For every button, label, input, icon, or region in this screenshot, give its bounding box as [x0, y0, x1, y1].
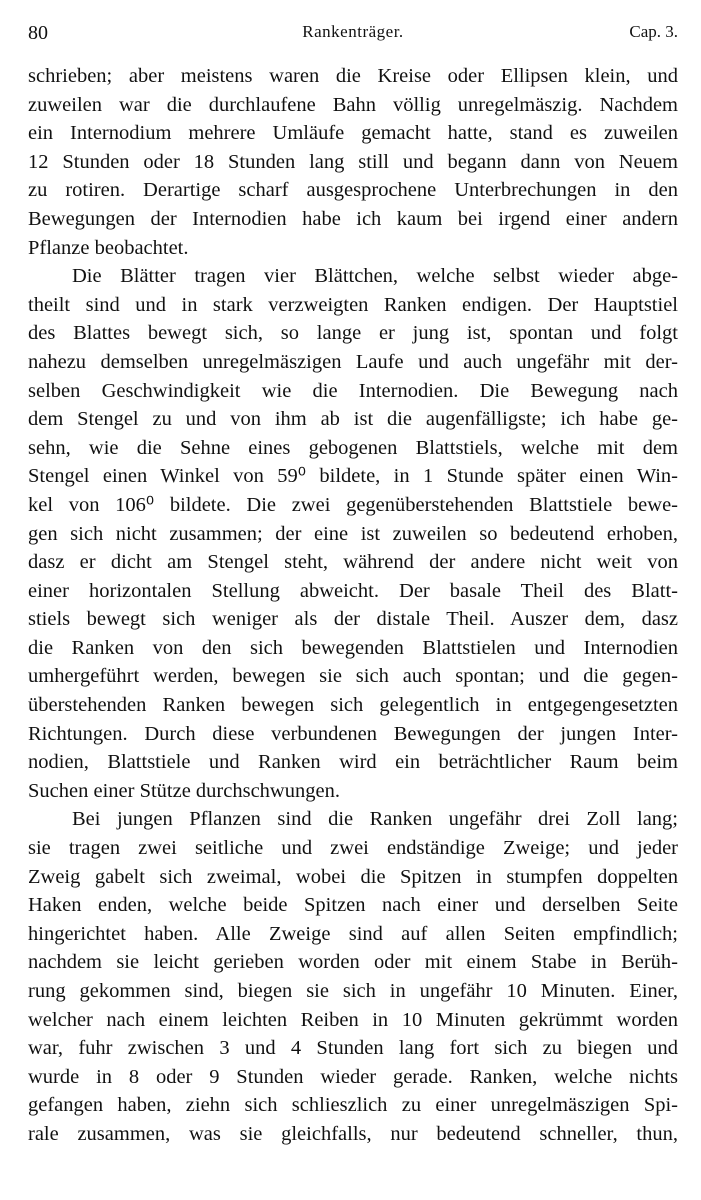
text-line: gefangen haben, ziehn sich schlieszlich zu einer unregelmäszigen Spi- — [28, 1094, 678, 1117]
text-line: nachdem sie leicht gerieben worden oder mit einem Stabe in Berüh- — [28, 951, 678, 974]
text-line: einer horizontalen Stellung abweicht. Der basale Theil des Blatt- — [28, 579, 678, 602]
text-line: sie tragen zwei seitliche und zwei endständige Zweige; und jeder — [28, 837, 678, 860]
body-text — [28, 62, 678, 1149]
book-page — [28, 0, 678, 1145]
text-line: Bei jungen Pflanzen sind die Ranken ungefähr drei Zoll lang; — [72, 808, 678, 831]
text-line: welcher nach einem leichten Reiben in 10 Minuten gekrümmt worden — [28, 1008, 678, 1031]
text-line: überstehenden Ranken bewegen sich gelegentlich in entgegengesetzten — [28, 694, 678, 717]
text-line: sehn, wie die Sehne eines gebogenen Blattstiels, welche mit dem — [28, 436, 678, 459]
text-line: zuweilen war die durchlaufene Bahn völlig unregelmäszig. Nachdem — [28, 93, 678, 116]
text-line: schrieben; aber meistens waren die Kreise oder Ellipsen klein, und — [28, 65, 678, 87]
text-line: 12 Stunden oder 18 Stunden lang still und begann dann von Neuem — [28, 150, 678, 173]
text-line: des Blattes bewegt sich, so lange er jung ist, spontan und folgt — [28, 322, 678, 345]
text-line: Richtungen. Durch diese verbundenen Bewegungen der jungen Inter- — [28, 722, 678, 745]
text-line: wurde in 8 oder 9 Stunden wieder gerade. Ranken, welche nichts — [28, 1065, 678, 1088]
text-line: nodien, Blattstiele und Ranken wird ein beträchtlicher Raum beim — [28, 751, 678, 774]
text-line: dasz er dicht am Stengel steht, während der andere nicht weit von — [28, 551, 678, 574]
text-line: Die Blätter tragen vier Blättchen, welche selbst wieder abge- — [72, 265, 678, 288]
text-line: rale zusammen, was sie gleichfalls, nur bedeutend schneller, thun, — [28, 1122, 678, 1145]
paragraph-1 — [28, 62, 678, 262]
text-line: Suchen einer Stütze durchschwungen. — [28, 779, 340, 802]
text-line: gen sich nicht zusammen; der eine ist zuweilen so bedeutend erhoben, — [28, 522, 678, 545]
text-line: umhergeführt werden, bewegen sie sich auch spontan; und die gegen- — [28, 665, 678, 688]
text-line: nahezu demselben unregelmäszigen Laufe und auch ungefähr mit der- — [28, 350, 678, 373]
text-line: war, fuhr zwischen 3 und 4 Stunden lang fort sich zu biegen und — [28, 1037, 678, 1060]
text-line: Stengel einen Winkel von 59⁰ bildete, in 1 Stunde später einen Win- — [28, 465, 678, 488]
text-line: theilt sind und in stark verzweigten Ranken endigen. Der Hauptstiel — [28, 293, 678, 316]
text-line: zu rotiren. Derartige scharf ausgesprochene Unterbrechungen in den — [28, 179, 678, 202]
chapter-label: Cap. 3. — [629, 22, 678, 41]
page-number: 80 — [28, 22, 48, 44]
paragraph-3 — [28, 805, 678, 1148]
text-line: ein Internodium mehrere Umläufe gemacht hatte, stand es zuweilen — [28, 122, 678, 145]
text-line: Bewegungen der Internodien habe ich kaum bei irgend einer andern — [28, 207, 678, 230]
text-line: rung gekommen sind, biegen sie sich in ungefähr 10 Minuten. Einer, — [28, 980, 678, 1002]
text-line: Haken enden, welche beide Spitzen nach einer und derselben Seite — [28, 894, 678, 917]
text-line: stiels bewegt sich weniger als der distale Theil. Auszer dem, dasz — [28, 608, 678, 631]
text-line: selben Geschwindigkeit wie die Internodien. Die Bewegung nach — [28, 379, 678, 402]
text-line: Zweig gabelt sich zweimal, wobei die Spitzen in stumpfen doppelten — [28, 865, 678, 888]
paragraph-2 — [28, 262, 678, 805]
running-title: Rankenträger. — [302, 22, 404, 41]
text-line: dem Stengel zu und von ihm ab ist die augenfälligste; ich habe ge- — [28, 408, 678, 431]
text-line: kel von 106⁰ bildete. Die zwei gegenüberstehenden Blattstiele bewe- — [28, 493, 678, 516]
running-head — [28, 0, 678, 50]
text-line: Pflanze beobachtet. — [28, 236, 189, 259]
text-line: die Ranken von den sich bewegenden Blattstielen und Internodien — [28, 636, 678, 659]
text-line: hingerichtet haben. Alle Zweige sind auf allen Seiten empfindlich; — [28, 922, 678, 945]
